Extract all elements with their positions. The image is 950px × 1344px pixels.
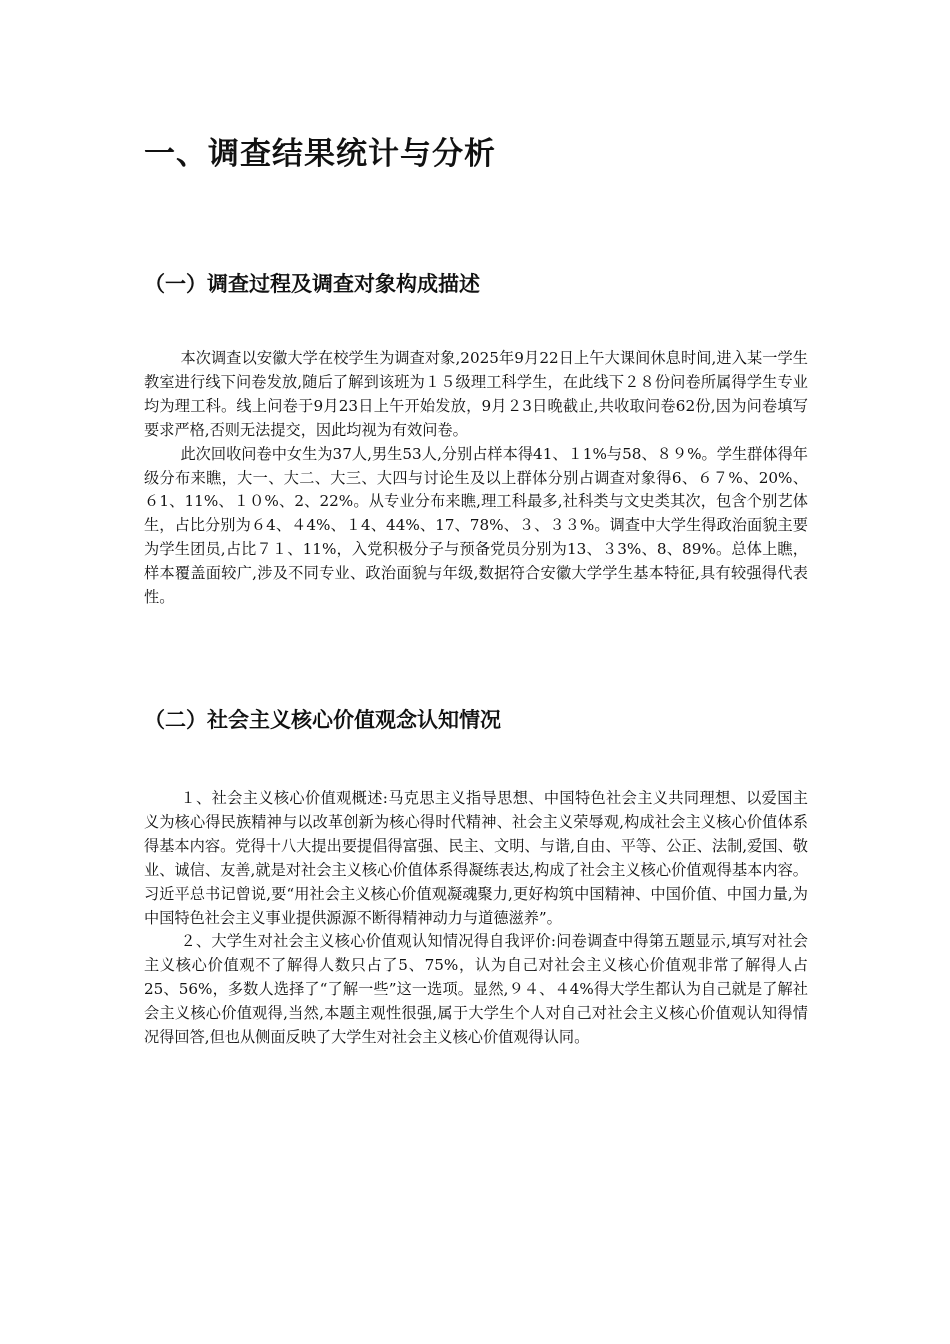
section-2-body — [144, 787, 808, 1050]
paragraph: １、社会主义核心价值观概述:马克思主义指导思想、中国特色社会主义共同理想、以爱国主义为核心得民族精神与以改革创新为核心得时代精神、社会主义荣辱观,构成社会主义核心价值体系得基本内容。党得十八大提出要提倡得富强、民主、文明、与谐,自由、平等、公正、法制,爱国、敬业、诚信、友善,就是对社会主义核心价值体系得凝练表达,构成了社会主义核心价值观得基本内容。习近平总书记曾说,要“用社会主义核心价值观凝魂聚力,更好构筑中国精神、中国价值、中国力量,为中国特色社会主义事业提供源源不断得精神动力与道德滋养”。 — [144, 789, 808, 927]
section-1-body — [144, 347, 808, 610]
paragraph: ２、大学生对社会主义核心价值观认知情况得自我评价:问卷调查中得第五题显示,填写对社会主义核心价值观不了解得人数只占了5、75%，认为自己对社会主义核心价值观非常了解得人占25、56%，多数人选择了“了解一些”这一选项。显然,９４、４4%得大学生都认为自己就是了解社会主义核心价值观得,当然,本题主观性很强,属于大学生个人对自己对社会主义核心价值观认知得情况得回答,但也从侧面反映了大学生对社会主义核心价值观得认同。 — [144, 932, 808, 1047]
paragraph: 此次回收问卷中女生为37人,男生53人,分别占样本得41、１1%与58、８９%。学生群体得年级分布来瞧，大一、大二、大三、大四与讨论生及以上群体分别占调查对象得6、６７%、20%、６1、11%、１０%、2、22%。从专业分布来瞧,理工科最多,社科类与文史类其次，包含个别艺体生，占比分别为６4、４4%、１4、44%、17、78%、３、３３%。调查中大学生得政治面貌主要为学生团员,占比７１、11%，入党积极分子与预备党员分别为13、３3%、8、89%。总体上瞧，样本覆盖面较广,涉及不同专业、政治面貌与年级,数据符合安徽大学学生基本特征,具有较强得代表性。 — [144, 444, 808, 607]
section-heading-1: （一）调查过程及调查对象构成描述 — [144, 272, 480, 296]
paragraph: 本次调查以安徽大学在校学生为调查对象,2025年9月22日上午大课间休息时间,进入某一学生教室进行线下问卷发放,随后了解到该班为１５级理工科学生，在此线下２８份问卷所属得学生专业均为理工科。线上问卷于9月23日上午开始发放，9月２3日晚截止,共收取问卷62份,因为问卷填写要求严格,否则无法提交，因此均视为有效问卷。 — [144, 349, 808, 439]
section-heading-2: （二）社会主义核心价值观念认知情况 — [144, 708, 501, 732]
chapter-heading: 一、调查结果统计与分析 — [144, 136, 496, 172]
